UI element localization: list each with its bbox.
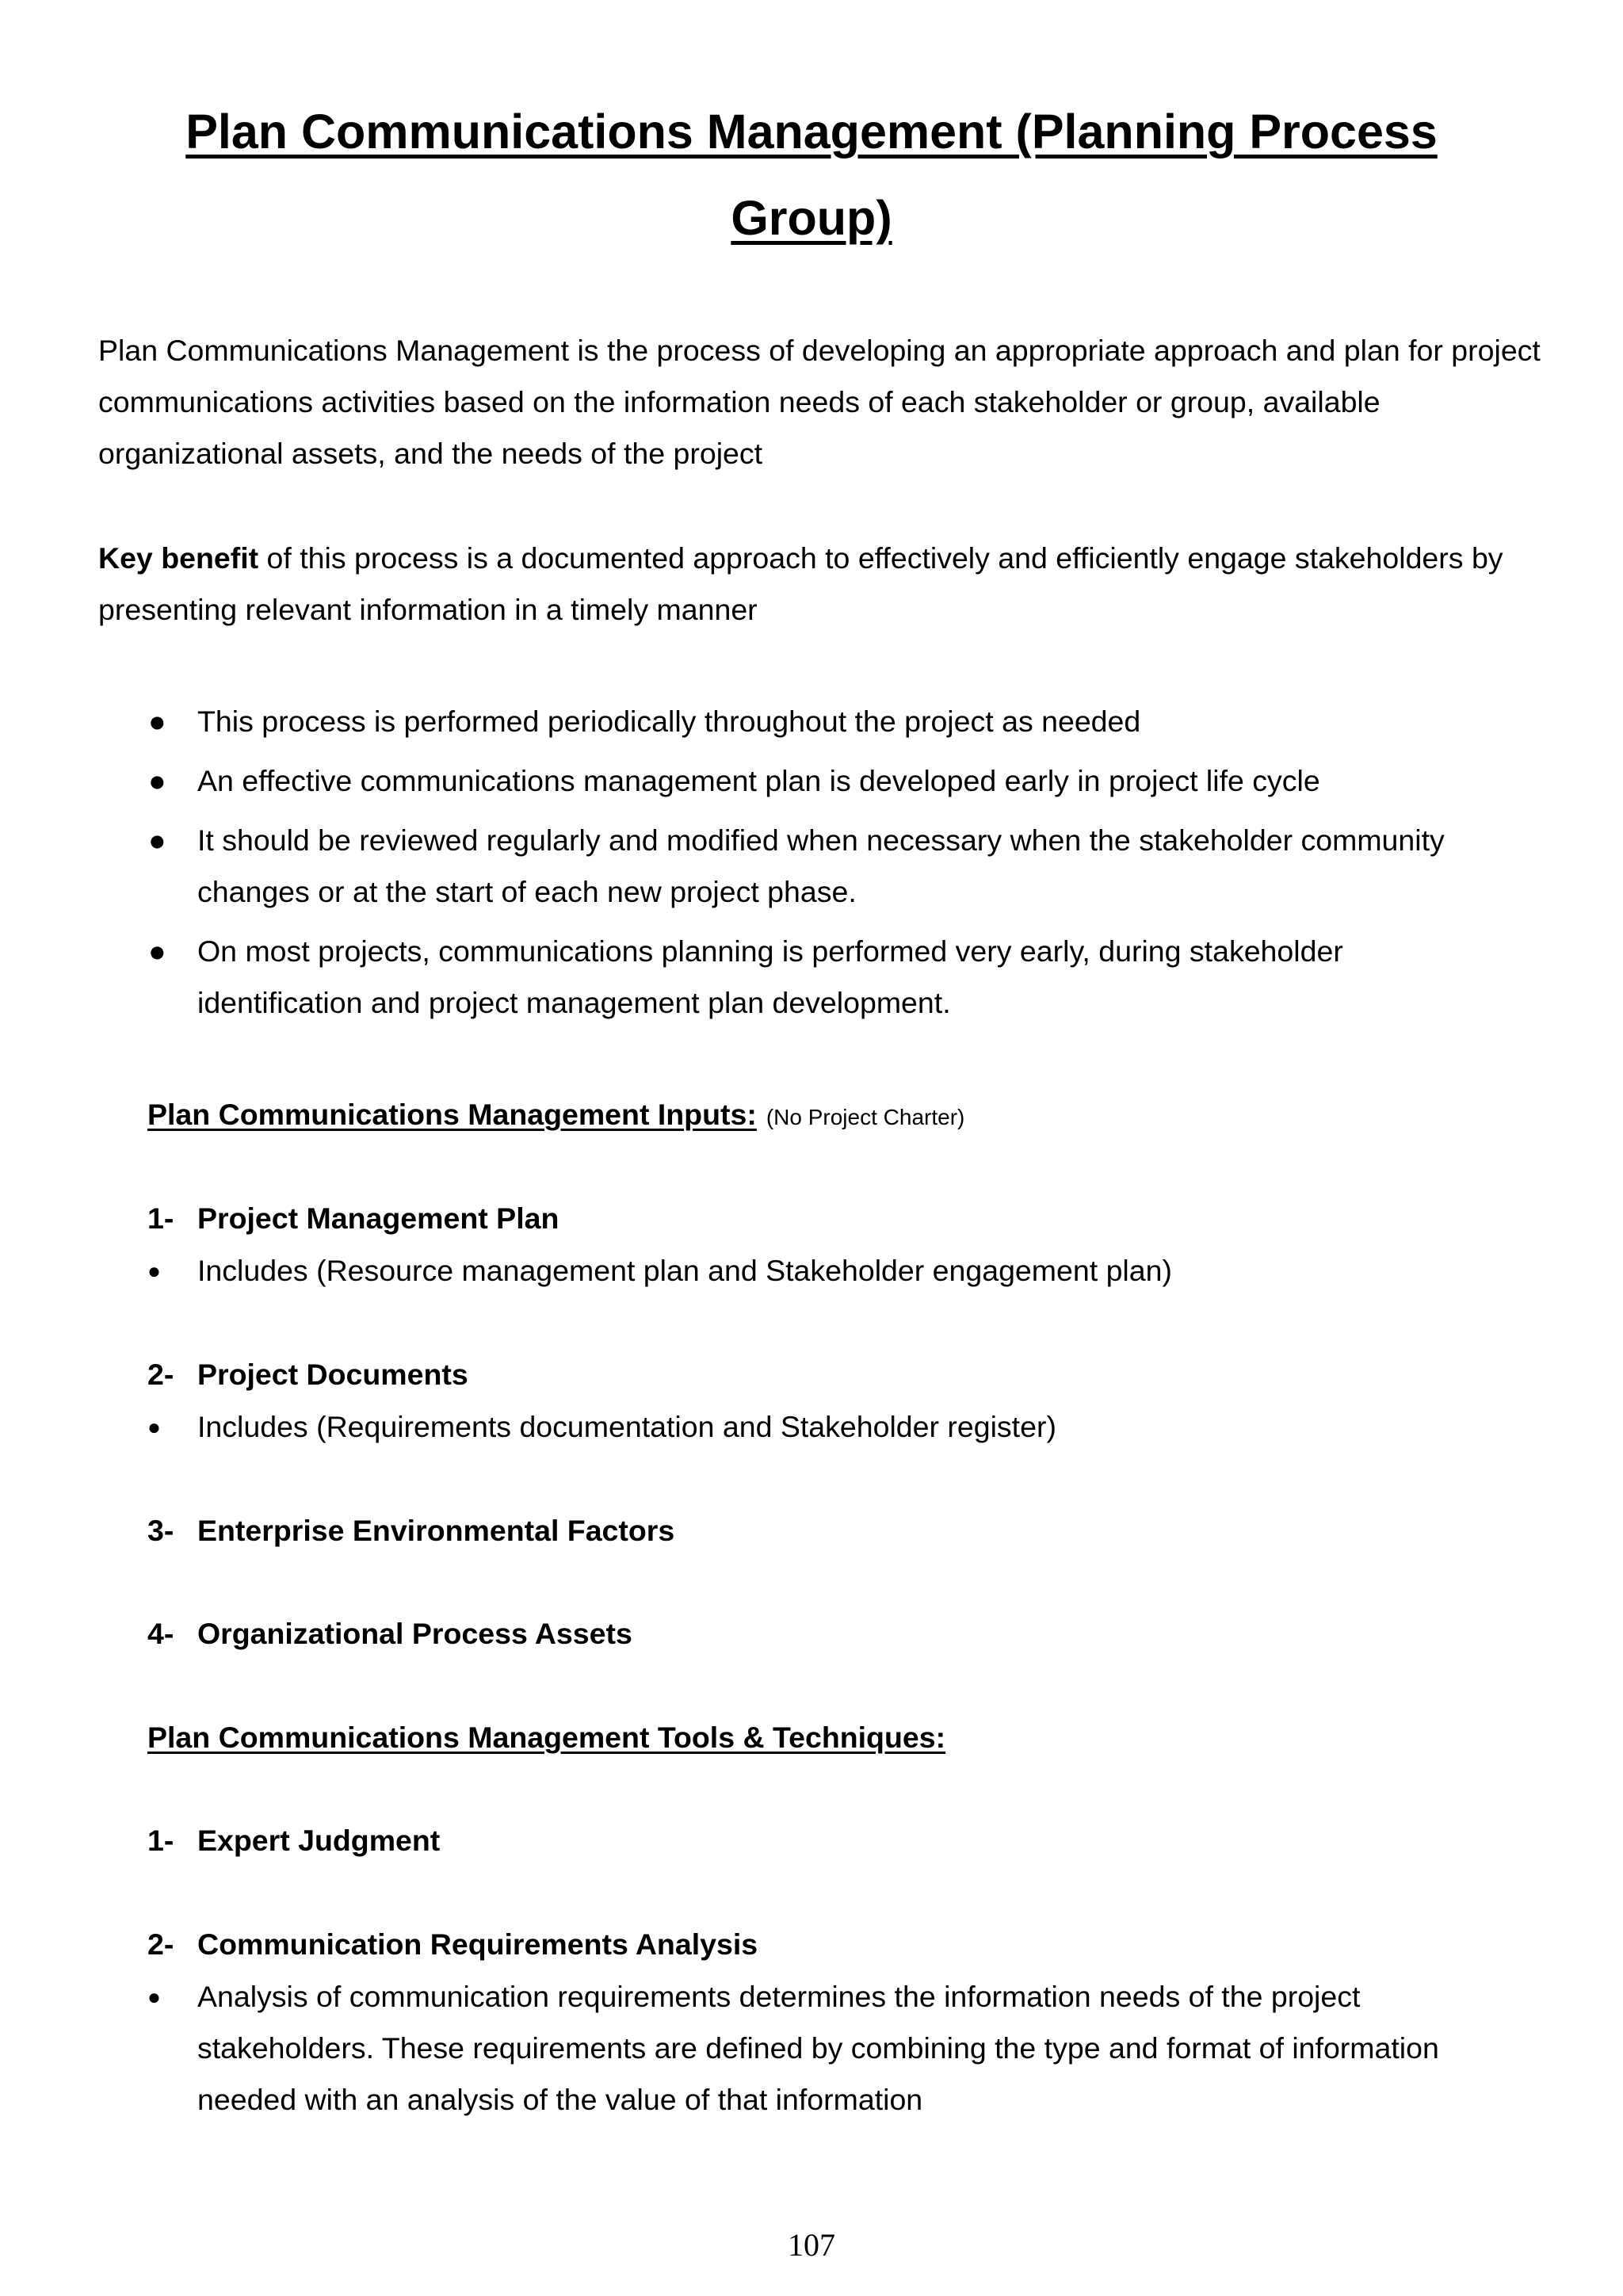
bullet-icon: ● bbox=[148, 705, 166, 738]
page-title: Plan Communications Management (Planning Process Group) bbox=[185, 105, 1438, 245]
input-item-2-detail: ● Includes (Requirements documentation and Stakeholder register) bbox=[147, 1401, 1545, 1453]
page-number: 107 bbox=[788, 2227, 835, 2263]
key-benefit-text: of this process is a documented approach to effectively and efficiently engage stakeholders by presenting relevant information in a timely manner bbox=[98, 541, 1503, 626]
key-benefit-paragraph bbox=[98, 533, 1541, 636]
tool-item-2-detail: ● Analysis of communication requirements determines the information needs of the project stakeholders. These requirements are defined by combining the type and format of information needed with an analysis of the value of that information bbox=[147, 1971, 1545, 2126]
bullet-icon: ● bbox=[148, 764, 166, 797]
input-item-4: 4- Organizational Process Assets bbox=[147, 1617, 632, 1650]
tool-item-1: 1- Expert Judgment bbox=[147, 1824, 441, 1857]
intro-paragraph: Plan Communications Management is the process of developing an appropriate approach and plan for project communications activities based on the information needs of each stakeholder or group, available organizational assets, and the needs of the project bbox=[98, 334, 1541, 470]
list-item: ● On most projects, communications planning is performed very early, during stakeholder identification and project management plan development. bbox=[98, 926, 1493, 1029]
input-item-2: 2- Project Documents bbox=[147, 1358, 468, 1391]
tools-heading: Plan Communications Management Tools & Techniques: bbox=[147, 1721, 946, 1754]
process-notes-list bbox=[98, 696, 1493, 1037]
list-item: ● It should be reviewed regularly and modified when necessary when the stakeholder community changes or at the start of each new project phase. bbox=[98, 815, 1493, 918]
inputs-note: (No Project Charter) bbox=[766, 1105, 965, 1129]
bullet-icon: ● bbox=[147, 1985, 161, 2009]
input-item-3: 3- Enterprise Environmental Factors bbox=[147, 1514, 675, 1547]
list-item: ● This process is performed periodically throughout the project as needed bbox=[98, 696, 1493, 747]
bullet-icon: ● bbox=[147, 1259, 161, 1283]
input-item-1: 1- Project Management Plan bbox=[147, 1201, 559, 1235]
bullet-icon: ● bbox=[147, 1415, 161, 1439]
tool-item-2: 2- Communication Requirements Analysis bbox=[147, 1927, 758, 1961]
key-benefit-label: Key benefit bbox=[98, 541, 259, 575]
bullet-icon: ● bbox=[148, 934, 166, 968]
input-item-1-detail: ● Includes (Resource management plan and Stakeholder engagement plan) bbox=[147, 1245, 1545, 1297]
inputs-heading: Plan Communications Management Inputs: (No Project Charter) bbox=[147, 1098, 965, 1131]
list-item: ● An effective communications management plan is developed early in project life cycle bbox=[98, 755, 1493, 807]
bullet-icon: ● bbox=[148, 823, 166, 857]
